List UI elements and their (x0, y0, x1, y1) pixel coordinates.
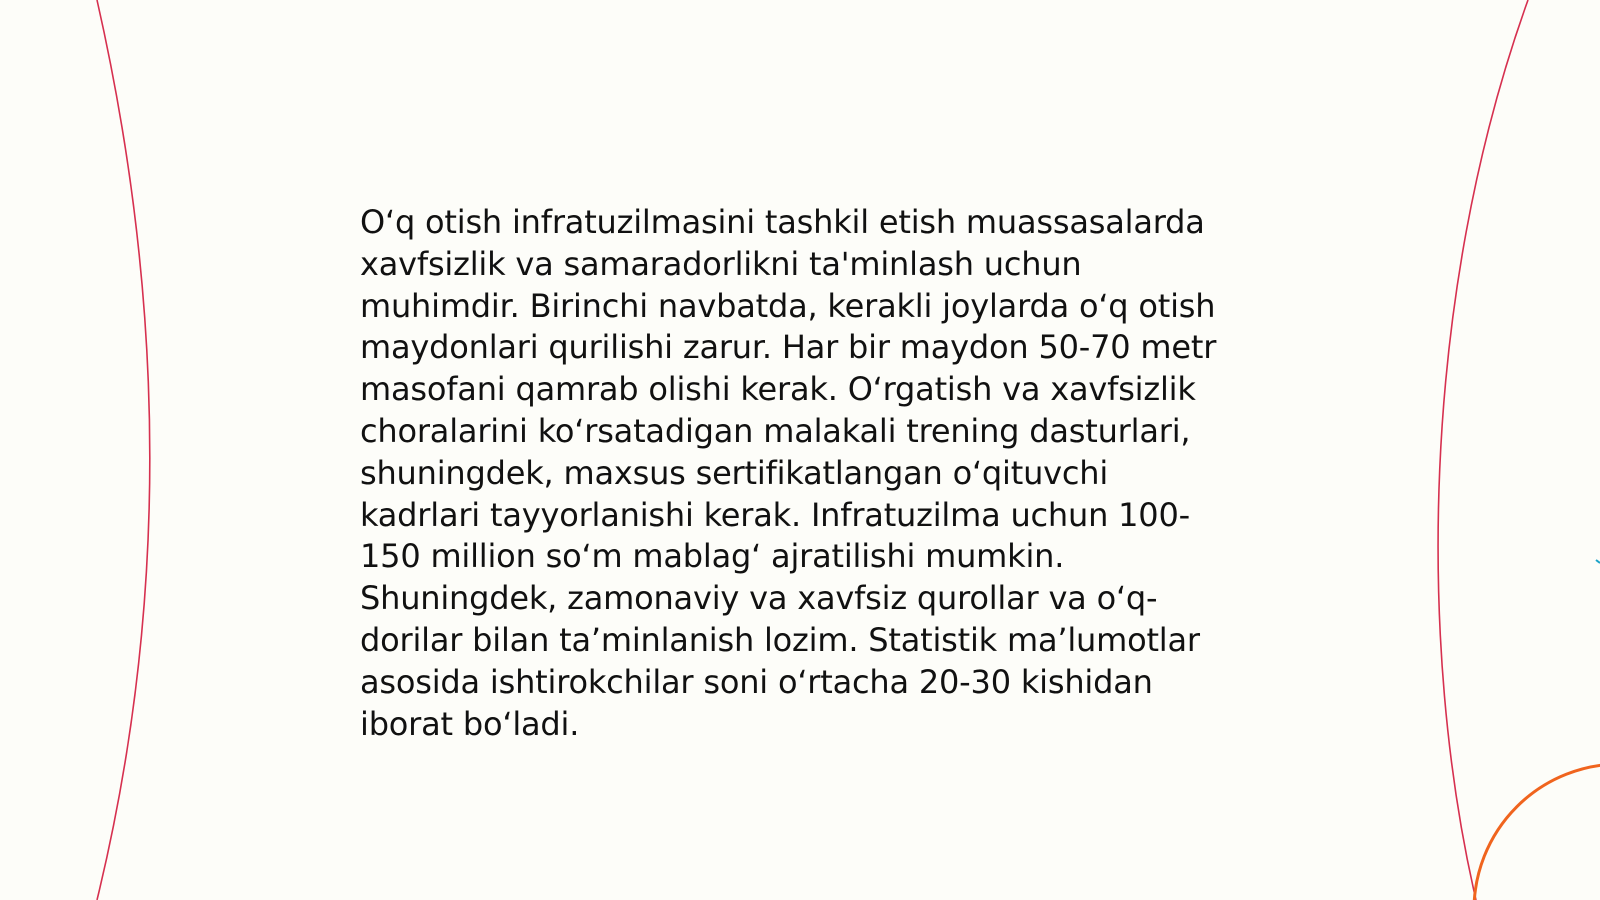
right-curve (1438, 0, 1528, 900)
left-curve (97, 0, 150, 900)
orange-circle (1474, 764, 1600, 900)
body-text: O‘q otish infratuzilmasini tashkil etish muassasalarda xavfsizlik va samaradorlikni ta'minlash uchun muhimdir. Birinchi navbatda, kerakli joylarda o‘q otish maydonlari qurilishi zarur. Har bir maydon 50-70 metr masofani qamrab olishi kerak. O‘rgatish va xavfsizlik choralarini ko‘rsatadigan malakali trening dasturlari, shuningdek, maxsus sertifikatlangan o‘qituvchi kadrlari tayyorlanishi kerak. Infratuzilma uchun 100- 150 million so‘m mablag‘ ajratilishi mumkin. Shuningdek, zamonaviy va xavfsiz qurollar va o‘q- dorilar bilan ta’minlanish lozim. Statistik ma’lumotlar asosida ishtirokchilar soni o‘rtacha 20-30 kishidan iborat bo‘ladi. (360, 203, 1217, 743)
small-teal-mark (1596, 560, 1600, 563)
